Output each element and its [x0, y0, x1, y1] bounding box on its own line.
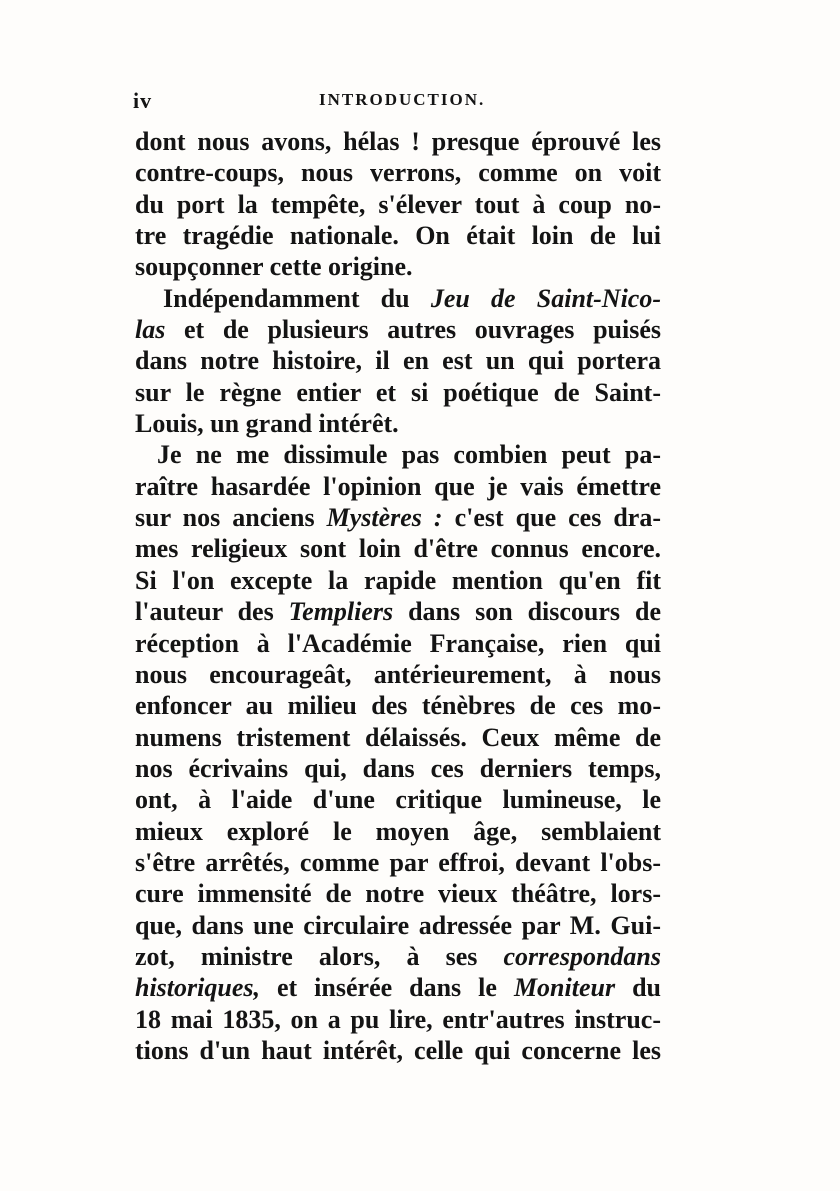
- italic-title: Moniteur: [513, 973, 616, 1003]
- page-number: iv: [133, 88, 153, 113]
- text-line: dont nous avons, hélas ! presque éprouvé les: [135, 127, 661, 156]
- italic-title: las: [135, 315, 166, 345]
- italic-title: Mystères :: [326, 503, 443, 533]
- text-run: l'auteur des: [135, 597, 289, 627]
- italic-title: Jeu de Saint-Nico-: [430, 283, 661, 313]
- running-head: [133, 88, 663, 118]
- text-line: nous encourageât, antérieurement, à nous: [135, 659, 661, 689]
- body-text: [135, 126, 661, 1066]
- text-run: et insérée dans le: [260, 973, 514, 1003]
- text-line: s'être arrêtés, comme par effroi, devant l'obs-: [135, 847, 661, 877]
- text-run: et de plusieurs autres ouvrages puisés: [165, 315, 661, 345]
- italic-word: historiques,: [135, 973, 260, 1003]
- text-line: du port la tempête, s'élever tout à coup no-: [135, 189, 661, 219]
- running-title: INTRODUCTION.: [319, 90, 486, 109]
- text-line: réception à l'Académie Française, rien qui: [135, 628, 661, 658]
- text-line: Je ne me dissimule pas combien peut pa-: [157, 440, 661, 470]
- paragraph-end-line: soupçonner cette origine.: [135, 252, 413, 282]
- text-line: Si l'on excepte la rapide mention qu'en fit: [135, 565, 661, 595]
- text-line: tre tragédie nationale. On était loin de lui: [135, 221, 661, 251]
- italic-word: correspondans: [503, 941, 661, 971]
- text-line: dans notre histoire, il en est un qui portera: [135, 346, 661, 376]
- text-line: sur le règne entier et si poétique de Saint-: [135, 377, 661, 407]
- text-line: 18 mai 1835, on a pu lire, entr'autres instruc-: [135, 1004, 661, 1034]
- text-line: [135, 972, 661, 1003]
- text-line: [135, 941, 661, 972]
- text-line: cure immensité de notre vieux théâtre, lors-: [135, 879, 661, 909]
- text-line: contre-coups, nous verrons, comme on voit: [135, 158, 661, 188]
- text-line: numens tristement délaissés. Ceux même de: [135, 722, 661, 752]
- text-line: que, dans une circulaire adressée par M. Gui-: [135, 910, 661, 940]
- text-line: [135, 596, 661, 627]
- text-line: [135, 502, 661, 533]
- text-run: c'est que ces dra-: [442, 503, 661, 533]
- text-line: [135, 283, 661, 314]
- text-line: mieux exploré le moyen âge, semblaient: [135, 816, 661, 846]
- text-line: mes religieux sont loin d'être connus encore.: [135, 534, 661, 564]
- text-line: raître hasardée l'opinion que je vais émettre: [135, 471, 661, 501]
- text-line: enfoncer au milieu des ténèbres de ces mo-: [135, 691, 661, 721]
- text-line: nos écrivains qui, dans ces derniers temps,: [135, 753, 661, 783]
- paragraph-end-line: Louis, un grand intérêt.: [135, 409, 399, 439]
- italic-title: Templiers: [288, 597, 394, 627]
- text-run: zot, ministre alors, à ses: [135, 941, 504, 971]
- text-line: [135, 314, 661, 345]
- text-run: du: [615, 973, 662, 1003]
- text-run: Indépendamment du: [163, 283, 431, 313]
- text-run: dans son discours de: [393, 597, 661, 627]
- text-run: sur nos anciens: [135, 503, 327, 533]
- text-line: ont, à l'aide d'une critique lumineuse, le: [135, 785, 661, 815]
- text-line: tions d'un haut intérêt, celle qui concerne les: [135, 1035, 661, 1065]
